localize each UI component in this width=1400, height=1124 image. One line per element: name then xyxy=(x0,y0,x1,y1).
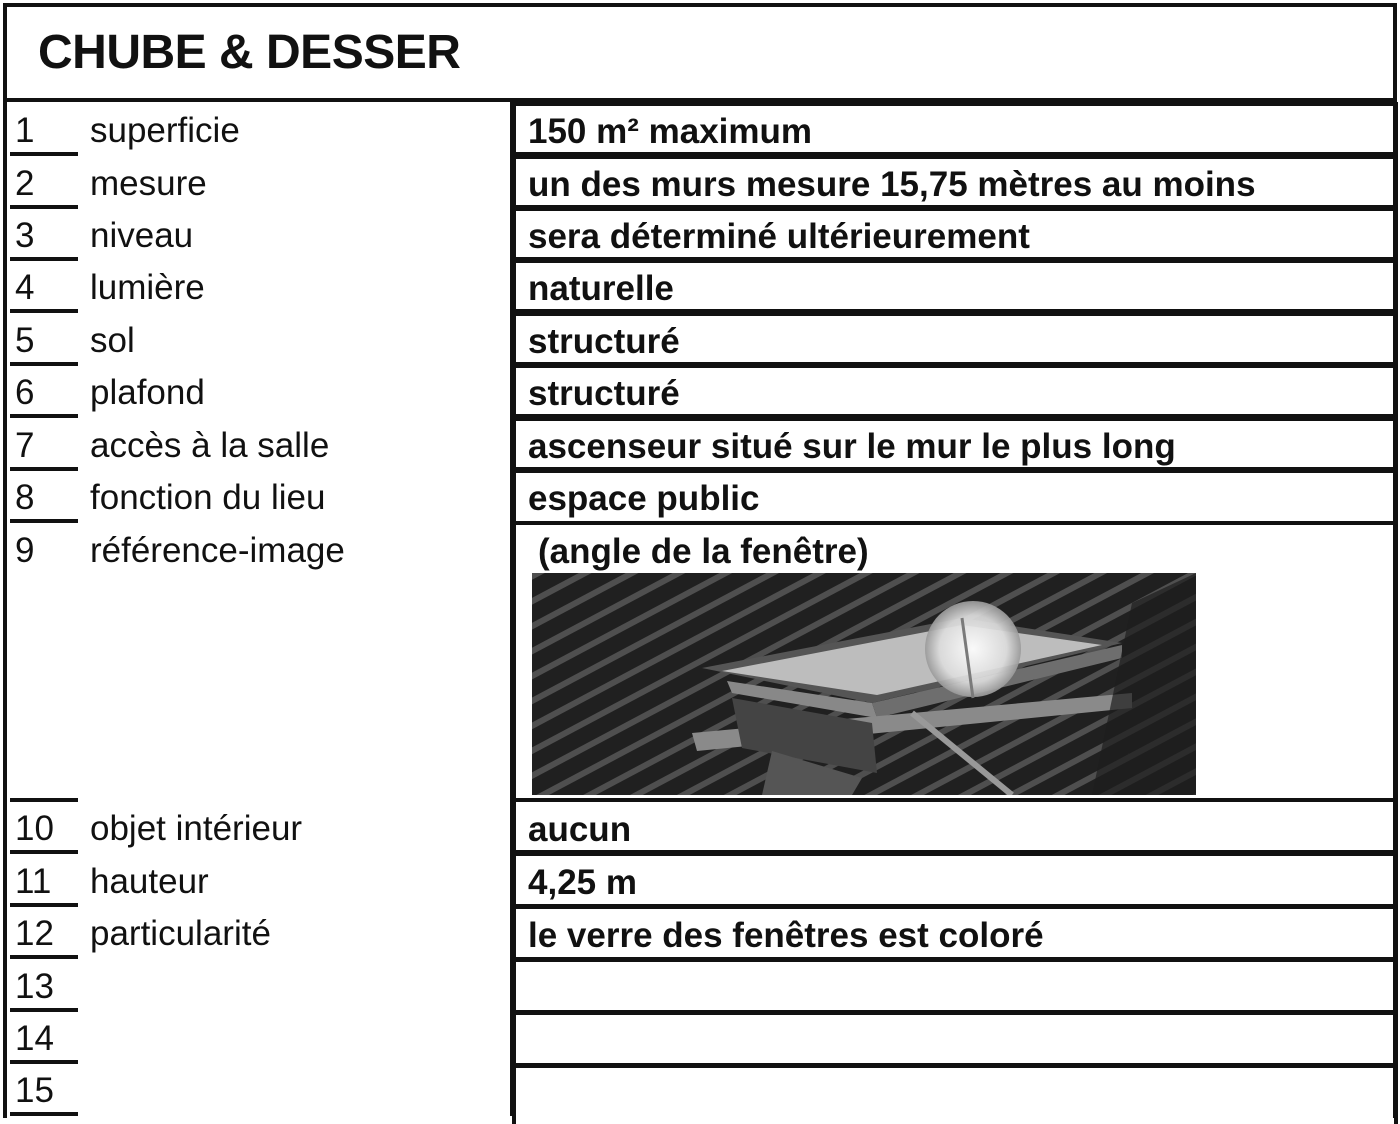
value-field xyxy=(512,155,1398,209)
value-field xyxy=(512,958,1398,1014)
row-number: 5 xyxy=(15,321,35,360)
value-field xyxy=(512,905,1398,961)
value-field xyxy=(512,102,1398,156)
value-field xyxy=(512,417,1398,471)
row-number: 12 xyxy=(15,914,54,953)
row-underline xyxy=(10,309,78,313)
row-value: structuré xyxy=(528,374,680,413)
value-field xyxy=(512,852,1398,908)
row-label: plafond xyxy=(90,373,205,412)
row-label: niveau xyxy=(90,216,194,255)
value-field xyxy=(512,364,1398,418)
value-field xyxy=(512,469,1398,525)
row-value: ascenseur situé sur le mur le plus long xyxy=(528,427,1176,466)
row-label: accès à la salle xyxy=(90,426,330,465)
value-field xyxy=(512,259,1398,313)
value-field xyxy=(512,207,1398,261)
row-underline xyxy=(10,519,78,523)
row-number: 11 xyxy=(15,862,52,901)
row-label: objet intérieur xyxy=(90,809,303,848)
row-number: 3 xyxy=(15,216,35,255)
row-number: 15 xyxy=(15,1071,54,1110)
row-label: référence-image xyxy=(90,531,345,570)
row-value: 150 m² maximum xyxy=(528,112,813,151)
value-field xyxy=(512,1011,1398,1067)
row-underline xyxy=(10,903,78,907)
row-underline xyxy=(10,414,78,418)
row-number: 13 xyxy=(15,967,54,1006)
image-caption: (angle de la fenêtre) xyxy=(538,532,869,571)
row-value: sera déterminé ultérieurement xyxy=(528,217,1030,256)
row-number: 6 xyxy=(15,373,35,412)
row-number: 9 xyxy=(15,531,35,570)
reference-image-cell xyxy=(512,522,1398,800)
row-label: lumière xyxy=(90,268,205,307)
row-label: mesure xyxy=(90,164,207,203)
row-number: 2 xyxy=(15,164,35,203)
row-underline xyxy=(10,362,78,366)
row-value: un des murs mesure 15,75 mètres au moins xyxy=(528,165,1256,204)
row-label: fonction du lieu xyxy=(90,478,326,517)
row-label: sol xyxy=(90,321,135,360)
row-number: 1 xyxy=(15,111,35,150)
row-label: superficie xyxy=(90,111,240,150)
row-label: particularité xyxy=(90,914,271,953)
header xyxy=(5,5,1395,102)
row-label: hauteur xyxy=(90,862,209,901)
row-value: aucun xyxy=(528,810,632,849)
row-underline xyxy=(10,1112,78,1116)
row-number: 4 xyxy=(15,268,35,307)
row-value: le verre des fenêtres est coloré xyxy=(528,916,1044,955)
value-field xyxy=(512,1064,1398,1124)
row-underline xyxy=(10,467,78,471)
window-photo-icon xyxy=(532,573,1196,795)
row-underline xyxy=(10,205,78,209)
value-field xyxy=(512,798,1398,854)
page-title: CHUBE & DESSER xyxy=(38,26,461,79)
row-underline xyxy=(10,152,78,156)
row-number: 10 xyxy=(15,809,54,848)
row-value: espace public xyxy=(528,479,760,518)
row-number: 7 xyxy=(15,426,35,465)
row-value: 4,25 m xyxy=(528,863,637,902)
row-underline xyxy=(10,955,78,959)
row-number: 14 xyxy=(15,1019,54,1058)
row-underline xyxy=(10,1008,78,1012)
row-value: naturelle xyxy=(528,269,674,308)
row-underline xyxy=(10,850,78,854)
row-underline xyxy=(10,798,78,802)
row-value: structuré xyxy=(528,322,680,361)
row-underline xyxy=(10,1060,78,1064)
row-underline xyxy=(10,257,78,261)
value-field xyxy=(512,312,1398,366)
row-number: 8 xyxy=(15,478,35,517)
